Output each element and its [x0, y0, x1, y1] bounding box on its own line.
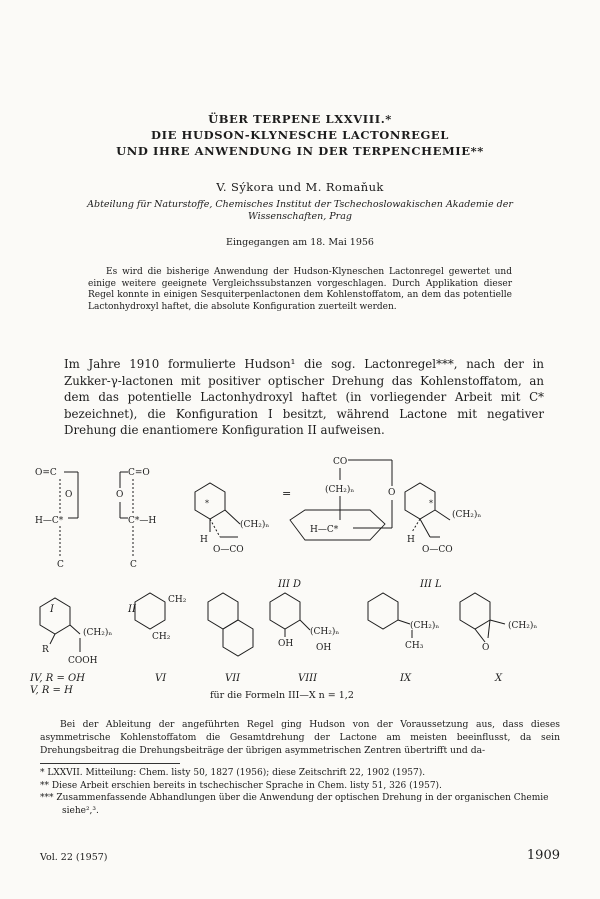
atom-label: C — [57, 560, 64, 570]
label-I: I — [50, 604, 54, 615]
atom-label: (CH₂)ₙ — [83, 628, 113, 638]
atom-label: R — [42, 645, 49, 655]
chirality-star: * — [205, 499, 209, 508]
atom-label: (CH₂)ₙ — [452, 510, 482, 520]
received-date: Eingegangen am 18. Mai 1956 — [226, 237, 374, 248]
equals-sign: = — [282, 487, 292, 500]
label-VIII: VIII — [298, 673, 318, 684]
intro-paragraph: Im Jahre 1910 formulierte Hudson¹ die sog. Lactonregel***, nach der in Zukker-γ-lactonen mit positiver optischer Drehung das Kohlenstoffatom, an dem das potentielle Lactonhydroxyl haftet (in vorliegender Arbeit mit C* bezeichnet), die Konfiguration I besitzt, während Lactone mit negativer Drehung die enantiomere Konfiguration II aufweisen. — [64, 357, 544, 437]
structure-I — [35, 468, 78, 615]
affiliation: Abteilung für Naturstoffe, Chemisches Institut der Tschechoslowakischen Akademie der Wissenschaften, Prag — [87, 199, 513, 222]
label-VI: VI — [155, 673, 167, 684]
footnote-3: *** Zusammenfassende Abhandlungen über die Anwendung der optischen Drehung in der organischen Chemie siehe²,³. — [40, 793, 549, 816]
title-line-2: DIE HUDSON-KLYNESCHE LACTONREGEL — [151, 128, 449, 142]
label-II: II — [128, 604, 136, 615]
atom-label: C*—H — [128, 516, 157, 526]
atom-label: O — [65, 490, 73, 500]
title-line-3: UND IHRE ANWENDUNG IN DER TERPENCHEMIE** — [116, 144, 484, 158]
atom-label: H—C* — [35, 516, 64, 526]
atom-label: COOH — [68, 656, 98, 666]
atom-label: O — [116, 490, 124, 500]
atom-label: CH₃ — [405, 641, 424, 651]
chirality-star: * — [429, 499, 433, 508]
atom-label: O—CO — [422, 545, 453, 555]
atom-label: O — [388, 488, 396, 498]
label-IV: IV, R = OH — [30, 673, 85, 684]
structure-III-D-projection — [290, 457, 395, 540]
atom-label: (CH₂)ₙ — [325, 485, 355, 495]
atom-label: CH₂ — [168, 595, 187, 605]
footnotes — [40, 767, 560, 817]
footnote-rule — [40, 763, 180, 764]
label-IX: IX — [400, 673, 412, 684]
title-line-1: ÜBER TERPENE LXXVIII.* — [208, 112, 392, 126]
atom-label: H—C* — [310, 525, 339, 535]
label-V: V, R = H — [30, 685, 73, 696]
atom-label: C=O — [128, 468, 150, 478]
atom-label: OH — [316, 643, 332, 653]
label-III-D: III D — [278, 579, 302, 590]
structure-III-D — [195, 483, 301, 590]
label-X: X — [495, 673, 503, 684]
atom-label: O=C — [35, 468, 57, 478]
atom-label: (CH₂)ₙ — [240, 520, 270, 530]
atom-label: (CH₂)ₙ — [508, 621, 538, 631]
atom-label: H — [407, 535, 415, 545]
atom-label: (CH₂)ₙ — [310, 627, 340, 637]
label-VII: VII — [225, 673, 241, 684]
atom-label: C — [130, 560, 137, 570]
atom-label: (CH₂)ₙ — [410, 621, 440, 631]
atom-label: H — [200, 535, 208, 545]
label-III-L: III L — [420, 579, 442, 590]
atom-label: CH₂ — [152, 632, 171, 642]
structure-VII — [208, 593, 253, 684]
body-paragraph: Bei der Ableitung der angeführten Regel ging Hudson von der Voraussetzung aus, dass dieses asymmetrische Kohlenstoffatom die Gesamtdrehung der Lactone am meisten beeinflusst, da sein Drehungsbeitrag die Drehungsbeiträge der übrigen asymmetrischen Zentren übertrifft und da- — [40, 719, 560, 756]
structure-III-L — [405, 483, 481, 590]
structure-figure — [20, 452, 580, 702]
footnote-2: ** Diese Arbeit erschien bereits in tschechischer Sprache in Chem. listy 51, 326 (1957). — [40, 780, 442, 791]
volume-label: Vol. 22 (1957) — [40, 852, 108, 863]
abstract: Es wird die bisherige Anwendung der Hudson-Klyneschen Lactonregel gewertet und einige weitere geeignete Vergleichssubstanzen vorgeschlagen. Durch Applikation dieser Regel konnte in einigen Sesquiterpenlactonen dem Kohlenstoffatom, an dem das potentielle Lactonhydroxyl haftet, die absolute Konfiguration zuerteilt werden. — [88, 267, 512, 312]
figure-caption: für die Formeln III—X n = 1,2 — [210, 690, 354, 701]
atom-label: O—CO — [213, 545, 244, 555]
structure-IX — [368, 593, 439, 684]
structure-VIII — [270, 593, 339, 684]
page-number: 1909 — [526, 848, 560, 863]
atom-label: O — [482, 643, 490, 653]
structure-VI — [135, 593, 187, 684]
authors: V. Sýkora und M. Romaňuk — [216, 180, 384, 194]
footnote-1: * LXXVII. Mitteilung: Chem. listy 50, 1827 (1956); diese Zeitschrift 22, 1902 (1957). — [40, 768, 426, 778]
structure-IV — [29, 598, 112, 696]
atom-label: OH — [278, 639, 294, 649]
structure-X — [460, 593, 537, 684]
atom-label: CO — [333, 457, 348, 467]
